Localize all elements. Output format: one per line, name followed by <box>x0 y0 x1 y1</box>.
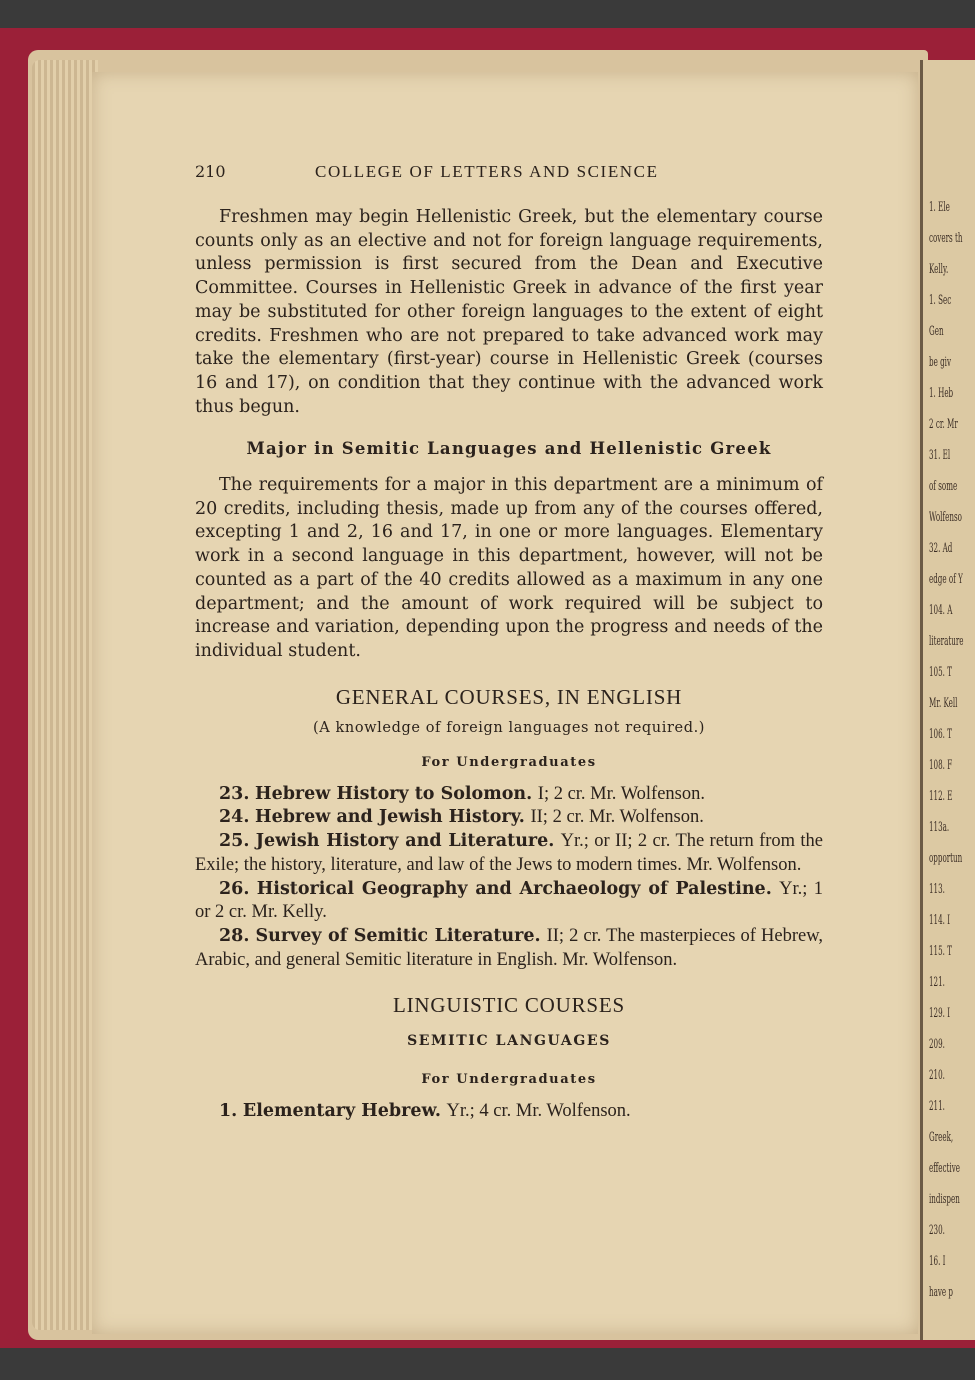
course-number: 26. <box>219 878 250 899</box>
course-entry <box>195 806 823 830</box>
facing-page-fragment: 209. <box>929 1037 945 1052</box>
facing-page-fragment: 1. Ele <box>929 200 950 215</box>
course-entry <box>195 830 823 877</box>
facing-page-fragment: indispen <box>929 1192 960 1207</box>
facing-page-fragment: 114. I <box>929 913 951 928</box>
linguistic-courses-title: LINGUISTIC COURSES <box>393 993 625 1018</box>
facing-page-fragment: 2 cr. Mr <box>929 417 958 432</box>
facing-page-fragment: edge of Y <box>929 572 963 587</box>
facing-page-fragment: Kelly. <box>929 262 949 277</box>
semitic-languages-title: SEMITIC LANGUAGES <box>407 1033 611 1050</box>
course-name: Historical Geography and Archaeology of Palestine. <box>256 878 772 899</box>
facing-page-fragment: Wolfenso <box>929 510 962 525</box>
facing-page-fragment: 211. <box>929 1099 945 1114</box>
course-number: 24. <box>219 807 250 828</box>
course-number: 25. <box>219 831 250 852</box>
running-header <box>195 160 823 196</box>
course-name: Survey of Semitic Literature. <box>255 925 541 946</box>
course-number: 1. <box>219 1100 238 1121</box>
course-details: Yr.; 4 cr. Mr. Wolfenson. <box>446 1100 631 1121</box>
facing-page-fragment: 105. T <box>929 665 952 680</box>
course-number: 23. <box>219 783 250 804</box>
course-number: 28. <box>219 925 250 946</box>
page-number: 210 <box>195 162 226 181</box>
course-details: Yr.; 1 or 2 cr. Mr. Kelly. <box>195 878 823 923</box>
facing-page-fragment: 121. <box>929 975 945 990</box>
facing-page-fragment: 104. A <box>929 603 953 618</box>
facing-page-fragment: have p <box>929 1285 953 1300</box>
course-entry <box>195 925 823 972</box>
major-heading: Major in Semitic Languages and Hellenistic Greek <box>246 439 772 459</box>
general-courses-note: (A knowledge of foreign languages not required.) <box>312 720 706 737</box>
facing-page-fragment: 31. El <box>929 448 951 463</box>
course-name: Hebrew History to Solomon. <box>255 783 533 804</box>
facing-page-fragment: 210. <box>929 1068 945 1083</box>
general-courses-title: GENERAL COURSES, IN ENGLISH <box>335 684 683 709</box>
major-paragraph: The requirements for a major in this department are a minimum of 20 credits, including thesis, made up from any of the courses offered, excepting 1 and 2, 16 and 17, in one or more languages. Elementary work in a second language in this department, however, will not be counted as a part of the 40 credits allowed as a maximum in any one department; and the amount of work required will be subject to increase and variation, depending upon the progress and needs of the individual student. <box>195 475 823 661</box>
facing-page-fragment: 129. I <box>929 1006 951 1021</box>
general-undergrad-subhead: For Undergraduates <box>421 755 597 771</box>
facing-page-fragment: of some <box>929 479 958 494</box>
course-details: I; 2 cr. Mr. Wolfenson. <box>537 783 706 804</box>
course-entry <box>195 1100 823 1124</box>
course-details: II; 2 cr. The masterpieces of Hebrew, Arabic, and general Semitic literature in English. Mr. Wolfenson. <box>195 925 823 970</box>
facing-page-fragment: be giv <box>929 355 951 370</box>
page-edges <box>32 60 98 1330</box>
course-name: Jewish History and Literature. <box>255 831 555 852</box>
course-entry <box>195 783 823 807</box>
facing-page-fragment: opportun <box>929 851 963 866</box>
facing-page-fragment: 112. E <box>929 789 953 804</box>
course-details: Yr.; or II; 2 cr. The return from the Exile; the history, literature, and law of the Jews to modern times. Mr. Wolfenson. <box>195 831 823 875</box>
facing-page-fragment: 32. Ad <box>929 541 953 556</box>
facing-page-fragment: effective <box>929 1161 960 1176</box>
facing-page-fragment: 115. T <box>929 944 952 959</box>
page-content <box>195 160 823 1123</box>
facing-page-fragment: 106. T <box>929 727 952 742</box>
course-details: II; 2 cr. Mr. Wolfenson. <box>530 807 704 828</box>
facing-page-fragment: 1. Sec <box>929 293 952 308</box>
course-entry <box>195 878 823 925</box>
facing-page-fragment: 1. Heb <box>929 386 954 401</box>
facing-page-fragment: Greek, <box>929 1130 954 1145</box>
facing-page-fragment: 108. F <box>929 758 953 773</box>
facing-page-fragment: 113a. <box>929 820 950 835</box>
general-course-list <box>195 783 823 973</box>
facing-page-fragment: covers th <box>929 231 963 246</box>
facing-page-fragment: 113. <box>929 882 945 897</box>
facing-page-fragment: 16. I <box>929 1254 946 1269</box>
facing-page-edge <box>920 60 975 1340</box>
course-name: Elementary Hebrew. <box>242 1100 441 1121</box>
facing-page-fragment: literature <box>929 634 964 649</box>
facing-page-fragment: Mr. Kell <box>929 696 958 711</box>
running-title: COLLEGE OF LETTERS AND SCIENCE <box>315 162 659 181</box>
facing-page-fragment: 230. <box>929 1223 945 1238</box>
facing-page-fragment: Gen <box>929 324 944 339</box>
course-name: Hebrew and Jewish History. <box>255 807 525 828</box>
linguistic-undergrad-subhead: For Undergraduates <box>421 1071 597 1087</box>
intro-paragraph: Freshmen may begin Hellenistic Greek, but the elementary course counts only as an elective and not for foreign language requirements, unless permission is first secured from the Dean and Executive Committee. Courses in Hellenistic Greek in advance of the first year may be substituted for other foreign languages to the extent of eight credits. Freshmen who are not prepared to take advanced work may take the elementary (first-year) course in Hellenistic Greek (courses 16 and 17), on condition that they continue with the advanced work thus begun. <box>195 207 823 417</box>
